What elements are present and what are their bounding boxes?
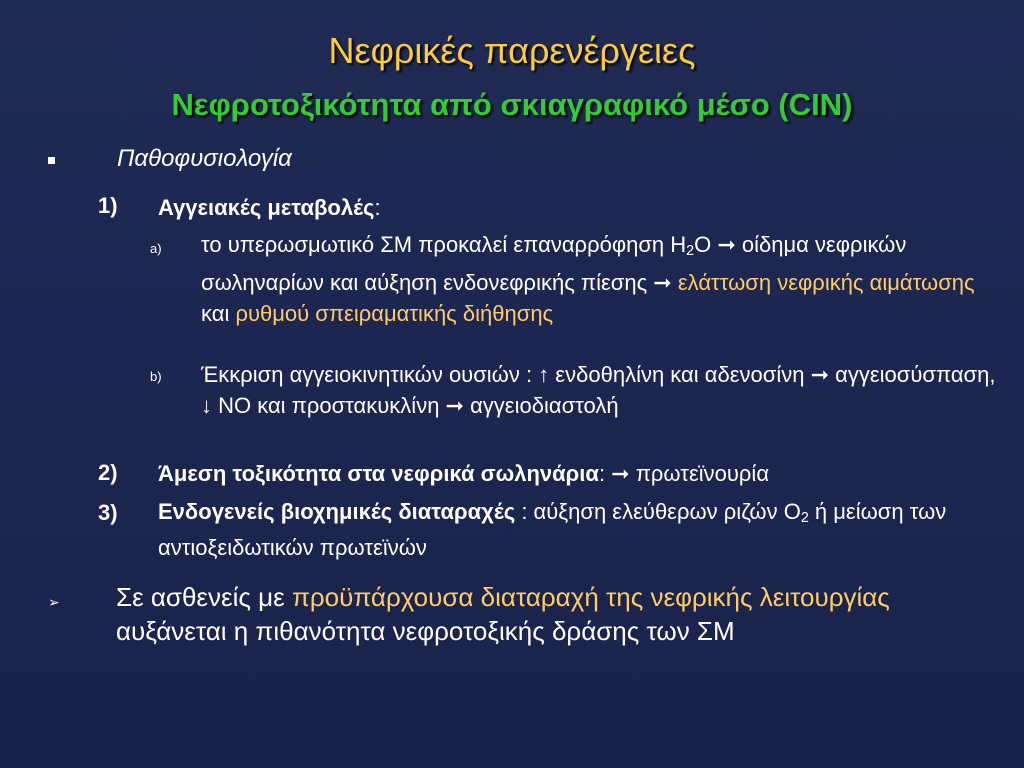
- subitem-b: [201, 359, 1001, 421]
- section-heading: Παθοφυσιολογία: [117, 145, 292, 172]
- subitem-a-highlight-1: ελάττωση νεφρικής αιμάτωσης: [677, 270, 975, 295]
- subitem-a-text-3: και: [201, 301, 236, 326]
- item-number-3: 3): [98, 500, 118, 525]
- item-3-subscript: 2: [800, 510, 809, 526]
- subitem-letter-a: a): [150, 241, 162, 256]
- item-3: [158, 497, 1003, 562]
- item-3-rest-2: ή μείωση των αντιοξειδωτικών πρωτεϊνών: [158, 499, 947, 560]
- slide-subtitle: Νεφροτοξικότητα από σκιαγραφικό μέσο (CIN): [171, 87, 853, 122]
- square-bullet-icon: [48, 157, 55, 164]
- conclusion-highlight: προϋπάρχουσα διαταραχή της νεφρικής λειτουργίας: [291, 582, 890, 612]
- slide-title: Νεφρικές παρενέργειες: [328, 30, 696, 71]
- subitem-b-text: Έκκριση αγγειοκινητικών ουσιών : ↑ ενδοθηλίνη και αδενοσίνη ➞ αγγειοσύσπαση, ↓ ΝΟ και προστακυκλίνη ➞ αγγειοδιαστολή: [201, 362, 996, 418]
- conclusion-pre: Σε ασθενείς με: [116, 582, 292, 612]
- item-2-label: Άμεση τοξικότητα στα νεφρικά σωληνάρια: [158, 461, 599, 486]
- conclusion-text: [116, 580, 996, 648]
- subitem-a-text-2: Ο ➞ οίδημα νεφρικών σωληναρίων και αύξηση ενδονεφρικής πίεσης ➞: [201, 232, 907, 295]
- subitem-a: [201, 229, 1001, 329]
- item-2: [158, 459, 1003, 488]
- item-1-label: Αγγειακές μεταβολές: [158, 195, 375, 220]
- item-1-suffix: :: [374, 195, 381, 220]
- subitem-a-subscript: 2: [686, 243, 695, 259]
- subitem-a-highlight-2: ρυθμού σπειραματικής διήθησης: [235, 301, 554, 326]
- item-number-1: 1): [98, 193, 118, 218]
- item-1: [158, 193, 1003, 222]
- subitem-a-text-1: το υπερωσμωτικό ΣΜ προκαλεί επαναρρόφηση Η: [201, 232, 687, 257]
- conclusion-post: αυξάνεται η πιθανότητα νεφροτοξικής δράσης των ΣΜ: [116, 616, 735, 646]
- item-number-2: 2): [98, 460, 118, 485]
- item-3-label: Ενδογενείς βιοχημικές διαταραχές: [158, 499, 516, 524]
- item-2-rest: : ➞ πρωτεϊνουρία: [598, 461, 770, 486]
- item-3-rest-1: : αύξηση ελεύθερων ριζών Ο: [515, 499, 801, 524]
- subitem-letter-b: b): [150, 369, 162, 384]
- arrow-bullet-icon: ➢: [48, 594, 60, 610]
